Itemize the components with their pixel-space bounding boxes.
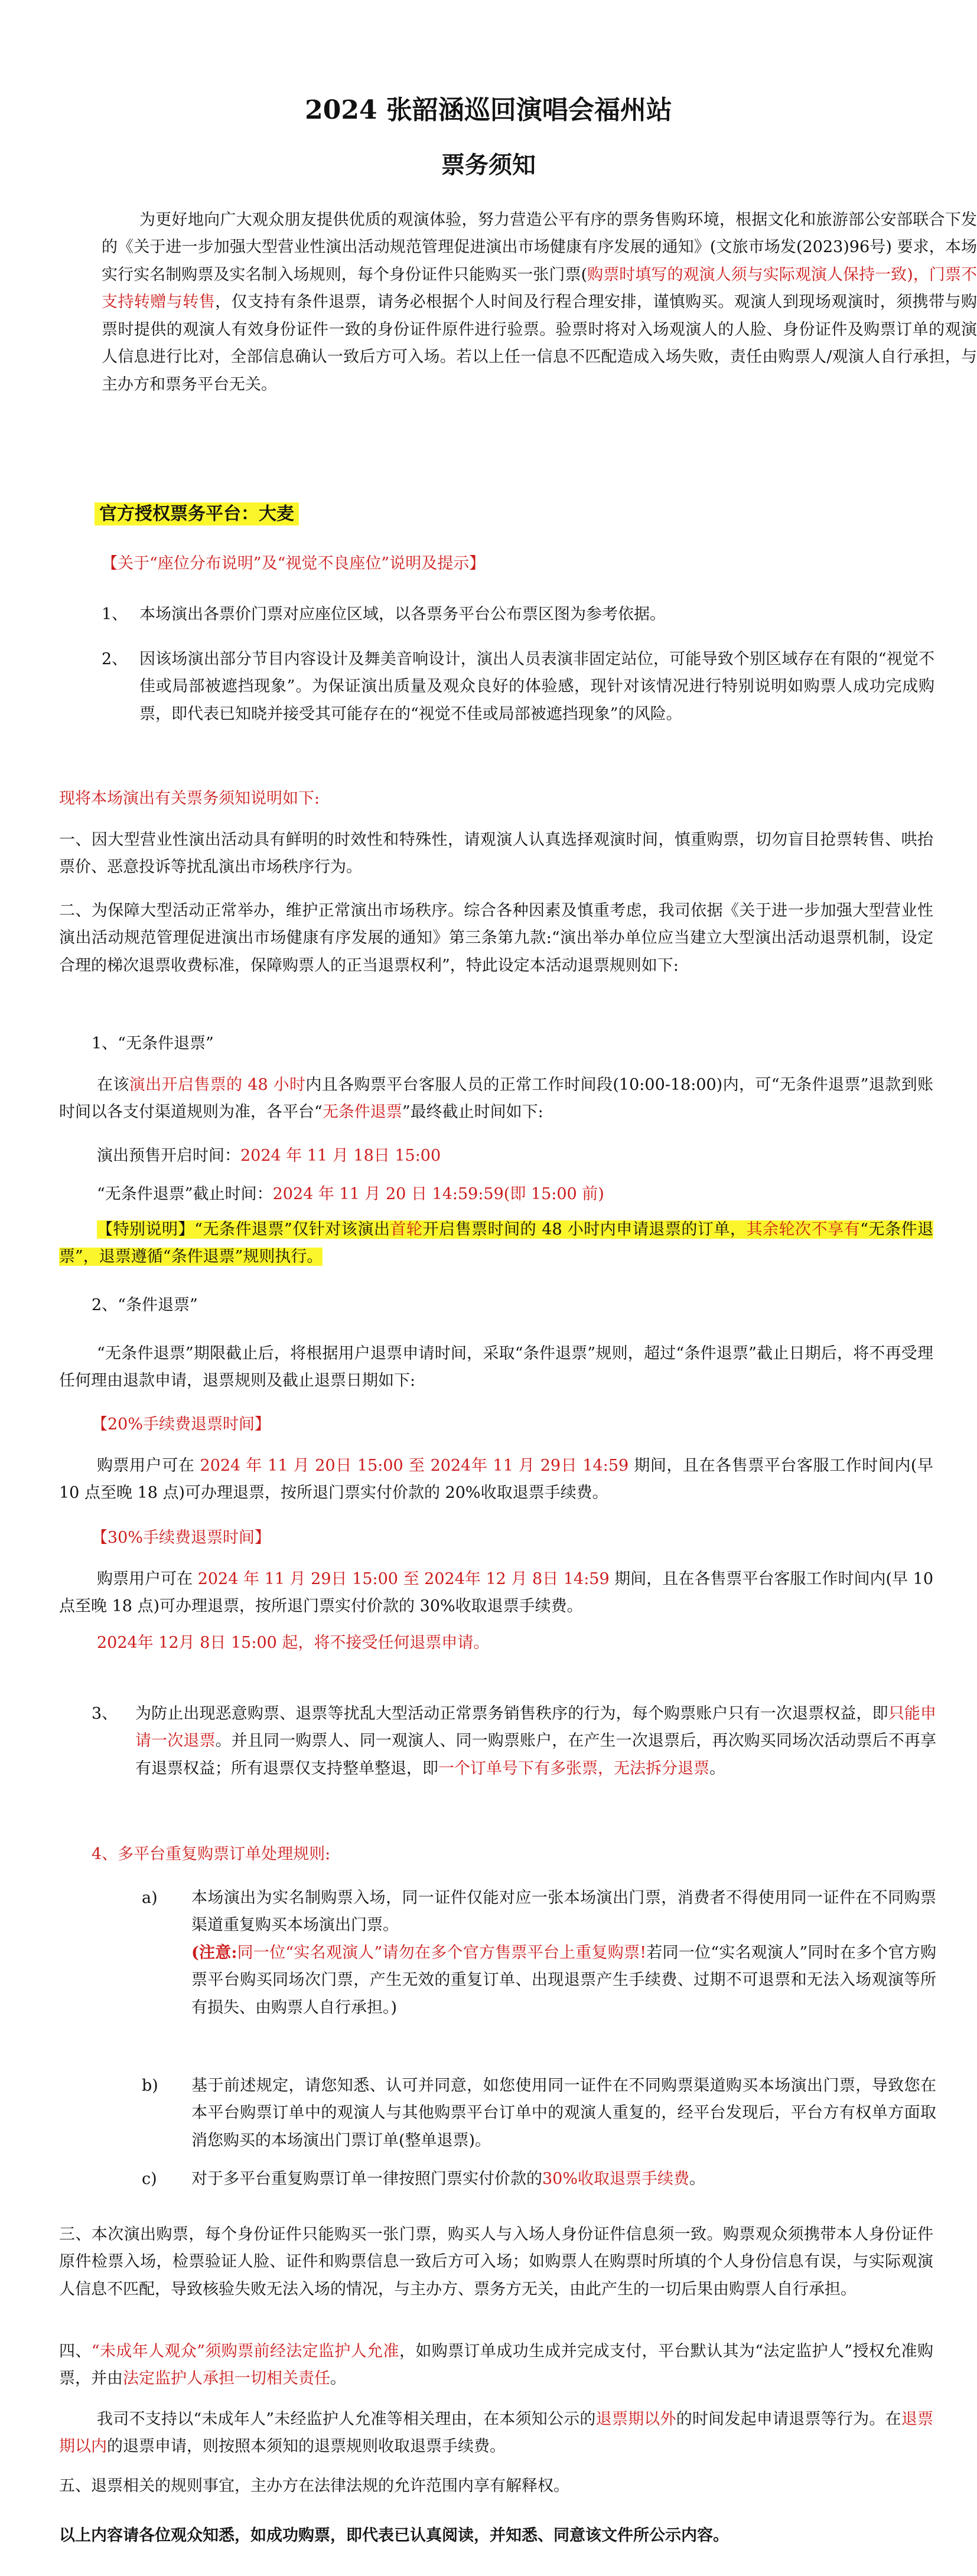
fee-20-text-b: 期间，且在各售票平台客服工作时间内(早 10 点至晚 18 点)可办理退票，按所退门票实付价款的 20%收取退票手续费。 — [59, 1457, 933, 1503]
note-label: (注意: — [191, 1943, 237, 1962]
s4-p2-text-a: 我司不支持以“未成年人”未经监护人允准等相关理由，在本须知公示的 — [97, 2410, 596, 2428]
s2-3-text-b: 。并且同一购票人、同一观演人、同一购票账户，在产生一次退票后，再次购买同场次活动票后不再享有退票权益；所有退票仅支持整单整退，即 — [135, 1732, 937, 1778]
section-4 — [59, 2338, 933, 2393]
deadline-line — [97, 1181, 604, 1208]
s4-p2-text-b: 的时间发起申请退票等行为。在 — [676, 2410, 901, 2428]
fee-20-period: 2024 年 11 月 20日 15:00 至 2024年 11 月 29日 14:59 — [200, 1457, 629, 1475]
seat-item-1-number: 1、 — [102, 605, 128, 623]
s2-3-red-once: 只能申请一次退票 — [135, 1705, 937, 1751]
final-refund-notice: 2024年 12月 8日 15:00 起，将不接受任何退票申请。 — [97, 1634, 490, 1652]
s2-3-red-no-split: 一个订单号下有多张票，无法拆分退票 — [438, 1759, 709, 1778]
section-4-paragraph-2 — [59, 2406, 933, 2461]
s2-1-text-a: 在该 — [97, 1076, 129, 1094]
fee-20-heading: 【20%手续费退票时间】 — [92, 1415, 271, 1434]
special-note — [59, 1216, 933, 1271]
section-3: 三、本次演出购票，每个身份证件只能购买一张门票，购买人与入场人身份证件信息须一致。购票观众须携带本人身份证件原件检票入场，检票验证人脸、证件和购票信息一致后方可入场；如购票人在购票时所填的个人身份信息有误，与实际观演人信息不匹配，导致核验失败无法入场的情况，与主办方、票务方无关，由此产生的一切后果由购票人自行承担。 — [59, 2225, 933, 2299]
fee-20-text-a: 购票用户可在 — [97, 1457, 200, 1475]
s2-4-a-body — [191, 1885, 936, 2022]
s2-3-text-c: 。 — [709, 1759, 725, 1778]
special-red-other-rounds: 其余轮次不享有 — [746, 1220, 861, 1239]
s2-4-b-label: b) — [142, 2077, 158, 2095]
s2-4-c-text-a: 对于多平台重复购票订单一律按照门票实付价款的 — [191, 2170, 542, 2188]
s2-3-number: 3、 — [92, 1705, 118, 1723]
deadline-label: “无条件退票”截止时间： — [97, 1185, 273, 1203]
s2-2-paragraph: “无条件退票”期限截止后，将根据用户退票申请时间，采取“条件退票”规则，超过“条件退票”截止日期后，将不再受理任何理由退款申请，退票规则及截止退票日期如下: — [59, 1344, 933, 1390]
s2-4-c-text — [191, 2166, 936, 2193]
note-rest-text: 若同一位“实名观演人”同时在多个官方购票平台购买同场次门票，产生无效的重复订单、出现退票产生手续费、过期不可退票和无法入场观演等所有损失、由购票人自行承担。) — [191, 1943, 937, 2017]
seat-item-1 — [102, 601, 934, 628]
footer-statement: 以上内容请各位观众知悉，如成功购票，即代表已认真阅读，并知悉、同意该文件所公示内容。 — [59, 2526, 729, 2545]
s4-text-b: ，如购票订单成功生成并完成支付，平台默认其为“法定监护人”授权允准购票，并由 — [59, 2342, 934, 2388]
fee-30-paragraph — [59, 1566, 933, 1621]
s4-text-c: 。 — [330, 2369, 346, 2388]
s2-1-text-c: ”最终截止时间如下: — [402, 1103, 543, 1122]
s2-3-text — [135, 1700, 936, 1782]
deadline-time: 2024 年 11 月 20 日 14:59:59(即 15:00 前) — [272, 1185, 604, 1203]
intro-text-2: ，仅支持有条件退票，请务必根据个人时间及行程合理安排，谨慎购买。观演人到现场观演时，须携带与购票时提供的观演人有效身份证件一致的身份证件原件进行验票。验票时将对入场观演人的人脸、身份证件及购票订单的观演人信息进行比对，全部信息确认一致后方可入场。若以上任一信息不匹配造成入场失败，责任由购票人/观演人自行承担，与主办方和票务平台无关。 — [102, 293, 977, 394]
platform-line — [95, 499, 299, 530]
s2-4-a-label: a) — [142, 1889, 158, 1907]
notice-heading: 现将本场演出有关票务须知说明如下: — [59, 789, 320, 808]
intro-paragraph — [102, 207, 977, 399]
section-1: 一、因大型营业性演出活动具有鲜明的时效性和特殊性，请观演人认真选择观演时间，慎重购票，切勿盲目抢票转售、哄抬票价、恶意投诉等扰乱演出市场秩序行为。 — [59, 831, 933, 877]
seat-item-1-text: 本场演出各票价门票对应座位区域，以各票务平台公布票区图为参考依据。 — [139, 605, 666, 623]
intro-text: 为更好地向广大观众朋友提供优质的观演体验，努力营造公平有序的票务售购环境，根据文化和旅游部公安部联合下发的《关于进一步加强大型营业性演出活动规范管理促进演出市场健康有序发展的通知》(文旅市场发(2023)96号) 要求，本场实行实名制购票及实名制入场规则，每个身份证件只能购买一张门票( — [102, 211, 977, 284]
seat-item-2-text: 因该场演出部分节目内容设计及舞美音响设计，演出人员表演非固定站位，可能导致个别区域存在有限的“视觉不佳或局部被遮挡现象”。为保证演出质量及观众良好的体验感，现针对该情况进行特别说明如购票人成功完成购票，即代表已知晓并接受其可能存在的“视觉不佳或局部被遮挡现象”的风险。 — [139, 650, 934, 723]
s4-p2-red-inside: 退票期以内 — [59, 2410, 934, 2456]
section-2: 二、为保障大型活动正常举办，维护正常演出市场秩序。综合各种因素及慎重考虑，我司依据《关于进一步加强大型营业性演出活动规范管理促进演出市场健康有序发展的通知》第三条第九款:“演出举办单位应当建立大型演出活动退票机制，设定合理的梯次退票收费标准，保障购票人的正当退票权利”，特此设定本活动退票规则如下: — [59, 902, 933, 975]
s2-4-c-text-b: 。 — [689, 2170, 706, 2188]
seat-item-2 — [102, 646, 934, 728]
special-text-b: 开启售票时间的 48 小时内申请退票的订单， — [422, 1220, 747, 1239]
s2-2-heading: 2、“条件退票” — [92, 1296, 198, 1314]
s2-1-paragraph — [59, 1072, 933, 1127]
s4-prefix: 四、 — [59, 2342, 92, 2360]
s2-1-red-unconditional: 无条件退票 — [322, 1103, 402, 1122]
section-5: 五、退票相关的规则事宜，主办方在法律法规的允许范围内享有解释权。 — [59, 2477, 569, 2495]
s2-3-text-a: 为防止出现恶意购票、退票等扰乱大型活动正常票务销售秩序的行为，每个购票账户只有一次退票权益，即 — [135, 1705, 888, 1723]
fee-30-text-b: 期间，且在各售票平台客服工作时间内(早 10 点至晚 18 点)可办理退票，按所退门票实付价款的 30%收取退票手续费。 — [59, 1570, 934, 1616]
s2-4-heading: 4、多平台重复购票订单处理规则: — [92, 1845, 331, 1863]
s2-4-item-b — [142, 2072, 936, 2154]
s2-4-b-text: 基于前述规定，请您知悉、认可并同意，如您使用同一证件在不同购票渠道购买本场演出门票，导致您在本平台购票订单中的观演人与其他购票平台订单中的观演人重复的，经平台发现后，平台方有权单方面取消您购买的本场演出门票订单(整单退票)。 — [191, 2077, 936, 2150]
special-text-c: “无条件退票”，退票遵循“条件退票”规则执行。 — [59, 1220, 934, 1266]
fee-30-text-a: 购票用户可在 — [97, 1570, 198, 1588]
document-title: 2024 张韶涵巡回演唱会福州站 — [305, 95, 672, 125]
platform-highlight: 官方授权票务平台：大麦 — [95, 502, 299, 525]
intro-red-text: 购票时填写的观演人须与实际观演人保持一致)，门票不支持转赠与转售 — [102, 265, 977, 312]
s4-p2-text-c: 的退票申请，则按照本须知的退票规则收取退票手续费。 — [107, 2437, 506, 2456]
s2-1-red-48h: 演出开启售票的 48 小时 — [129, 1076, 306, 1094]
s2-4-a-text: 本场演出为实名制购票入场，同一证件仅能对应一张本场演出门票，消费者不得使用同一证件在不同购票渠道重复购买本场演出门票。 — [191, 1889, 936, 1935]
s4-p2-red-outside: 退票期以外 — [595, 2410, 676, 2428]
note-red-text: 同一位“实名观演人”请勿在多个官方售票平台上重复购票! — [237, 1943, 647, 1962]
s4-red-minor: “未成年人观众”须购票前经法定监护人允准 — [91, 2342, 399, 2360]
s4-red-guardian: 法定监护人承担一切相关责任 — [123, 2369, 330, 2388]
special-red-first-round: 首轮 — [390, 1220, 423, 1239]
s2-4-a-note — [191, 1940, 936, 2022]
s2-3-block — [92, 1700, 936, 1782]
s2-1-text-b: 内且各购票平台客服人员的正常工作时间段(10:00-18:00)内，可“无条件退票”退款到账时间以各支付渠道规则为准，各平台“ — [59, 1076, 934, 1122]
fee-30-period: 2024 年 11 月 29日 15:00 至 2024年 12 月 8日 14:59 — [197, 1570, 610, 1588]
fee-30-heading: 【30%手续费退票时间】 — [92, 1529, 271, 1547]
presale-line — [97, 1142, 441, 1170]
s2-4-item-c — [142, 2166, 936, 2193]
s2-4-c-label: c) — [142, 2170, 157, 2188]
document-subtitle: 票务须知 — [441, 151, 536, 179]
s2-4-c-red-fee: 30%收取退票手续费 — [542, 2170, 690, 2188]
fee-20-paragraph — [59, 1452, 933, 1507]
special-text-a: 【特别说明】“无条件退票”仅针对该演出 — [97, 1220, 390, 1239]
presale-label: 演出预售开启时间： — [97, 1147, 240, 1165]
s2-1-heading: 1、“无条件退票” — [92, 1034, 214, 1053]
seat-heading: 【关于“座位分布说明”及“视觉不良座位”说明及提示】 — [102, 554, 486, 573]
presale-time: 2024 年 11 月 18日 15:00 — [240, 1147, 441, 1165]
s2-4-item-a — [142, 1885, 936, 2022]
seat-item-2-number: 2、 — [102, 650, 128, 668]
